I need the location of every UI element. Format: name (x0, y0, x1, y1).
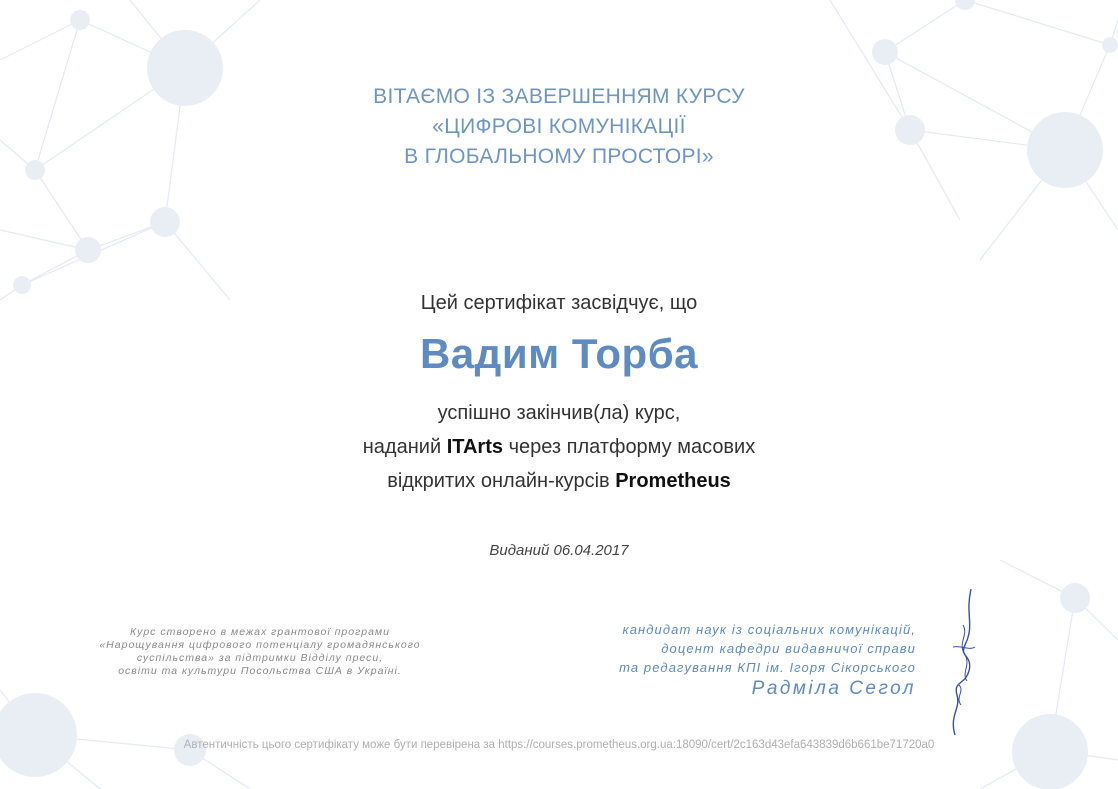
completion-line-2 (0, 430, 1118, 464)
completion-statement (0, 396, 1118, 498)
signer-title-line-3: та редагування КПІ ім. Ігоря Сікорського (619, 660, 916, 675)
signer-name: Радміла Сегол (751, 678, 916, 699)
course-title-heading (0, 82, 1118, 172)
provided-by-text: наданий (362, 436, 442, 458)
signer-title (496, 620, 916, 677)
recipient-name: Вадим Торба (419, 330, 699, 377)
grant-note (60, 626, 460, 678)
heading-line-2: «ЦИФРОВІ КОМУНІКАЦІЇ (432, 115, 686, 138)
platform-name: Prometheus (615, 470, 731, 492)
heading-line-1: ВІТАЄМО ІЗ ЗАВЕРШЕННЯМ КУРСУ (373, 85, 745, 108)
grant-note-line-1: Курс створено в межах грантової програми (130, 626, 390, 638)
certifies-text: Цей сертифікат засвідчує, що (420, 292, 698, 314)
verification-note: Автентичність цього сертифікату може бути перевірена за https://courses.prometheus.org.ua:18090/cert/2c163d43efa643839d6b661be71720a0 (183, 739, 935, 751)
signer-title-line-1: кандидат наук із соціальних комунікацій, (622, 622, 916, 637)
platform-intro-text: через платформу масових (508, 436, 756, 458)
grant-note-line-2: «Нарощування цифрового потенціалу громадянського (99, 639, 421, 651)
grant-note-line-3: суспільства» за підтримки Відділу преси, (136, 652, 384, 664)
completion-line-3 (0, 464, 1118, 498)
handwritten-signature (935, 585, 985, 745)
heading-line-3: В ГЛОБАЛЬНОМУ ПРОСТОРІ» (404, 145, 714, 168)
grant-note-line-4: освіти та культури Посольства США в Україні. (118, 665, 402, 677)
signer-title-line-2: доцент кафедри видавничої справи (661, 641, 916, 656)
mooc-text: відкритих онлайн-курсів (387, 470, 610, 492)
issue-date: Виданий 06.04.2017 (489, 542, 629, 559)
completion-line-1: успішно закінчив(ла) курс, (437, 402, 681, 424)
provider-name: ITArts (446, 436, 503, 458)
